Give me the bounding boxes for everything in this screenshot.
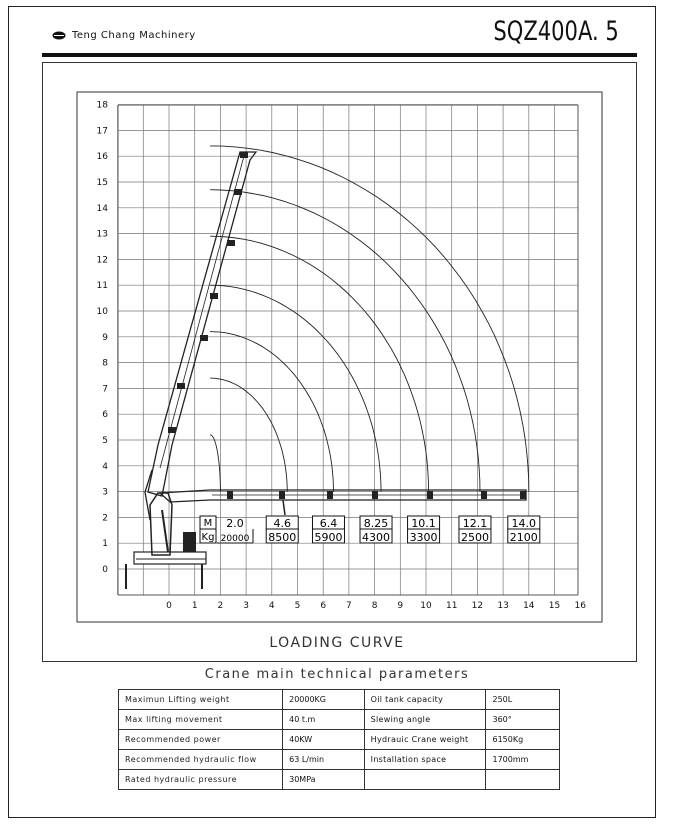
param-value: 20000KG [283, 690, 365, 710]
load-radius-label: 12.1 [462, 517, 488, 530]
y-tick-label: 18 [96, 100, 108, 111]
x-tick-label: 15 [548, 601, 561, 611]
crane-boom-joint [210, 293, 218, 299]
x-tick-label: 7 [346, 601, 352, 611]
param-label: Maximun Lifting weight [119, 690, 283, 710]
param-label: Max lifting movement [119, 710, 283, 730]
crane-boom-joint [177, 383, 185, 389]
y-tick-label: 9 [102, 332, 108, 343]
params-row [119, 750, 560, 770]
x-tick-label: 4 [268, 601, 275, 611]
y-tick-label: 13 [96, 229, 108, 240]
y-tick-label: 17 [96, 126, 108, 137]
y-tick-label: 4 [102, 461, 108, 472]
load-radius-label: 10.1 [411, 517, 436, 530]
crane-boom-joint [234, 189, 242, 195]
x-tick-label: 6 [320, 601, 327, 611]
crane-boom-raised [148, 152, 256, 496]
brand-name: Teng Chang Machinery [72, 30, 196, 41]
param-value: 250L [486, 690, 560, 710]
y-tick-label: 10 [96, 307, 108, 317]
crane-boom-joint [168, 427, 176, 433]
param-label: Oil tank capacity [364, 690, 486, 710]
params-row [119, 770, 560, 790]
crane-pump [183, 532, 196, 552]
load-weight-label: 8500 [268, 531, 297, 544]
load-weight-label: 3300 [409, 531, 438, 544]
crane-boom-joint [227, 491, 233, 499]
y-tick-label: 0 [102, 565, 108, 575]
load-radius-label: 8.25 [363, 517, 389, 530]
y-tick-label: 15 [96, 178, 108, 188]
param-value: 40 t.m [283, 710, 365, 730]
x-tick-label: 16 [574, 601, 586, 611]
x-tick-label: 2 [217, 601, 224, 611]
y-tick-label: 8 [102, 358, 108, 369]
params-row [119, 730, 560, 750]
crane-boom-joint [327, 491, 333, 499]
x-tick-label: 13 [497, 601, 509, 611]
load-weight-label: 4300 [362, 531, 391, 544]
crane-boom-joint [227, 240, 235, 246]
x-tick-label: 9 [397, 601, 404, 611]
crane-boom-joint [200, 335, 208, 341]
params-table [118, 689, 560, 790]
load-radius-label: 6.4 [319, 517, 338, 530]
reach-arc [210, 435, 220, 492]
crane-boom-raised-inner [160, 156, 244, 468]
y-tick-label: 1 [102, 539, 108, 550]
load-radius-label: 2.0 [226, 517, 244, 530]
param-label: Slewing angle [364, 710, 486, 730]
y-tick-label: 5 [102, 436, 108, 446]
crane-boom-joint [372, 491, 378, 499]
crane-hook-line [283, 500, 285, 515]
x-tick-label: 10 [420, 601, 432, 611]
crane-boom-joint [279, 491, 285, 499]
param-value: 63 L/min [283, 750, 365, 770]
load-weight-label: 20000 [220, 534, 250, 544]
params-row [119, 690, 560, 710]
load-radius-label: 14.0 [511, 517, 537, 530]
x-tick-label: 1 [191, 601, 198, 611]
params-row [119, 710, 560, 730]
param-label: Rated hydraulic pressure [119, 770, 283, 790]
y-tick-label: 12 [96, 255, 108, 266]
crane-boom-joint [427, 491, 433, 499]
crane-boom-joint [481, 491, 487, 499]
param-label: Recommended hydraulic flow [119, 750, 283, 770]
x-tick-label: 12 [471, 601, 484, 611]
crane-lift-cylinder [162, 510, 168, 552]
y-tick-label: 7 [102, 384, 108, 395]
y-tick-label: 6 [102, 410, 108, 421]
param-label: Hydrauic Crane weight [364, 730, 486, 750]
param-value: 6150Kg [486, 730, 560, 750]
y-tick-label: 2 [102, 513, 108, 524]
param-value: 30MPa [283, 770, 365, 790]
x-tick-label: 11 [445, 601, 458, 611]
load-radius-label: 4.6 [273, 517, 291, 530]
param-value [486, 770, 560, 790]
x-tick-label: 5 [294, 601, 301, 611]
param-label: Recommended power [119, 730, 283, 750]
x-tick-label: 14 [523, 601, 535, 611]
crane-boom-joint [240, 152, 248, 158]
load-weight-label: 5900 [314, 531, 343, 544]
param-label: Installation space [364, 750, 486, 770]
y-tick-label: 14 [96, 203, 108, 214]
x-tick-label: 0 [166, 601, 172, 611]
reach-arc [210, 236, 429, 491]
load-weight-label: 2500 [460, 531, 489, 544]
param-value: 360° [486, 710, 560, 730]
load-table-unit-m: M [203, 518, 213, 529]
crane-boom-joint [520, 491, 526, 499]
y-tick-label: 3 [102, 487, 108, 498]
param-value: 40KW [283, 730, 365, 750]
load-table-unit-kg: Kg [201, 532, 215, 543]
y-tick-label: 11 [96, 281, 108, 292]
param-value: 1700mm [486, 750, 560, 770]
reach-arc [210, 378, 287, 492]
y-tick-label: 16 [96, 152, 108, 163]
params-title: Crane main technical parameters [204, 667, 470, 682]
param-label [364, 770, 486, 790]
x-tick-label: 8 [371, 601, 378, 611]
chart-title: LOADING CURVE [269, 635, 405, 651]
load-weight-label: 2100 [509, 531, 538, 544]
x-tick-label: 3 [243, 601, 249, 611]
model-number: SQZ400A. 5 [493, 16, 619, 47]
